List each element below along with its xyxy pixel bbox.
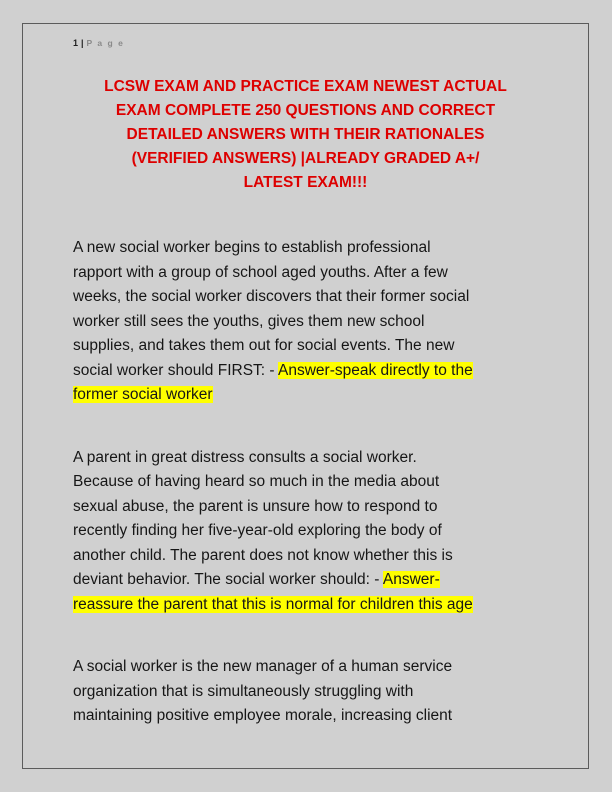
- body-text-segment: maintaining positive employee morale, increasing client: [73, 707, 453, 724]
- body-text-segment: Because of having heard so much in the media about: [73, 473, 440, 490]
- title-line: LCSW EXAM AND PRACTICE EXAM NEWEST ACTUAL: [104, 78, 507, 95]
- text-line: [73, 285, 540, 310]
- text-line: [73, 519, 540, 544]
- text-line: [73, 334, 540, 359]
- body-text-segment: A new social worker begins to establish professional: [73, 239, 431, 256]
- text-line: [73, 383, 540, 408]
- text-line: [73, 446, 540, 471]
- document-body: [73, 236, 540, 729]
- text-line: [73, 593, 540, 618]
- body-text-segment: another child. The parent does not know whether this is: [73, 546, 453, 564]
- body-text-segment: recently finding her five-year-old exploring the body of: [73, 522, 442, 539]
- text-line: [73, 495, 540, 520]
- highlighted-answer-text: Answer-: [382, 571, 440, 588]
- title-line: LATEST EXAM!!!: [243, 174, 368, 191]
- body-text-segment: A parent in great distress consults a social worker.: [73, 448, 417, 466]
- body-text-segment: social worker should FIRST: -: [73, 361, 279, 379]
- text-line: [73, 704, 540, 729]
- title-line: EXAM COMPLETE 250 QUESTIONS AND CORRECT: [115, 102, 496, 119]
- title-line: (VERIFIED ANSWERS) |ALREADY GRADED A+/: [131, 150, 480, 167]
- document-page: [22, 23, 589, 769]
- body-text-segment: rapport with a group of school aged youths. After a few: [73, 263, 448, 281]
- text-line: [73, 236, 540, 261]
- body-text-segment: sexual abuse, the parent is unsure how to respond to: [73, 497, 438, 515]
- body-text-segment: supplies, and takes them out for social events. The new: [73, 337, 455, 354]
- highlighted-answer-text: reassure the parent that this is normal for children this age: [73, 595, 473, 613]
- text-line: [73, 359, 540, 384]
- text-line: [73, 544, 540, 569]
- text-line: [73, 655, 540, 680]
- paragraph: [73, 446, 540, 618]
- header-divider: |: [81, 38, 84, 48]
- page-header: [73, 37, 540, 49]
- document-title: [43, 75, 568, 195]
- text-line: [73, 261, 540, 286]
- body-text-segment: A social worker is the new manager of a human service: [73, 658, 453, 675]
- text-line: [73, 680, 540, 705]
- paragraph: [73, 236, 540, 408]
- highlighted-answer-text: Answer-speak directly to the: [278, 361, 473, 379]
- text-line: [73, 568, 540, 593]
- title-line: DETAILED ANSWERS WITH THEIR RATIONALES: [126, 126, 485, 143]
- highlighted-answer-text: former social worker: [73, 386, 213, 403]
- text-line: [73, 470, 540, 495]
- paragraph: [73, 655, 540, 729]
- body-text-segment: worker still sees the youths, gives them new school: [73, 312, 425, 330]
- body-text-segment: organization that is simultaneously struggling with: [73, 682, 414, 700]
- page-label: P a g e: [86, 38, 125, 48]
- body-text-segment: deviant behavior. The social worker should: -: [73, 571, 383, 588]
- page-number: 1: [73, 38, 79, 48]
- body-text-segment: weeks, the social worker discovers that their former social: [73, 288, 470, 305]
- text-line: [73, 310, 540, 335]
